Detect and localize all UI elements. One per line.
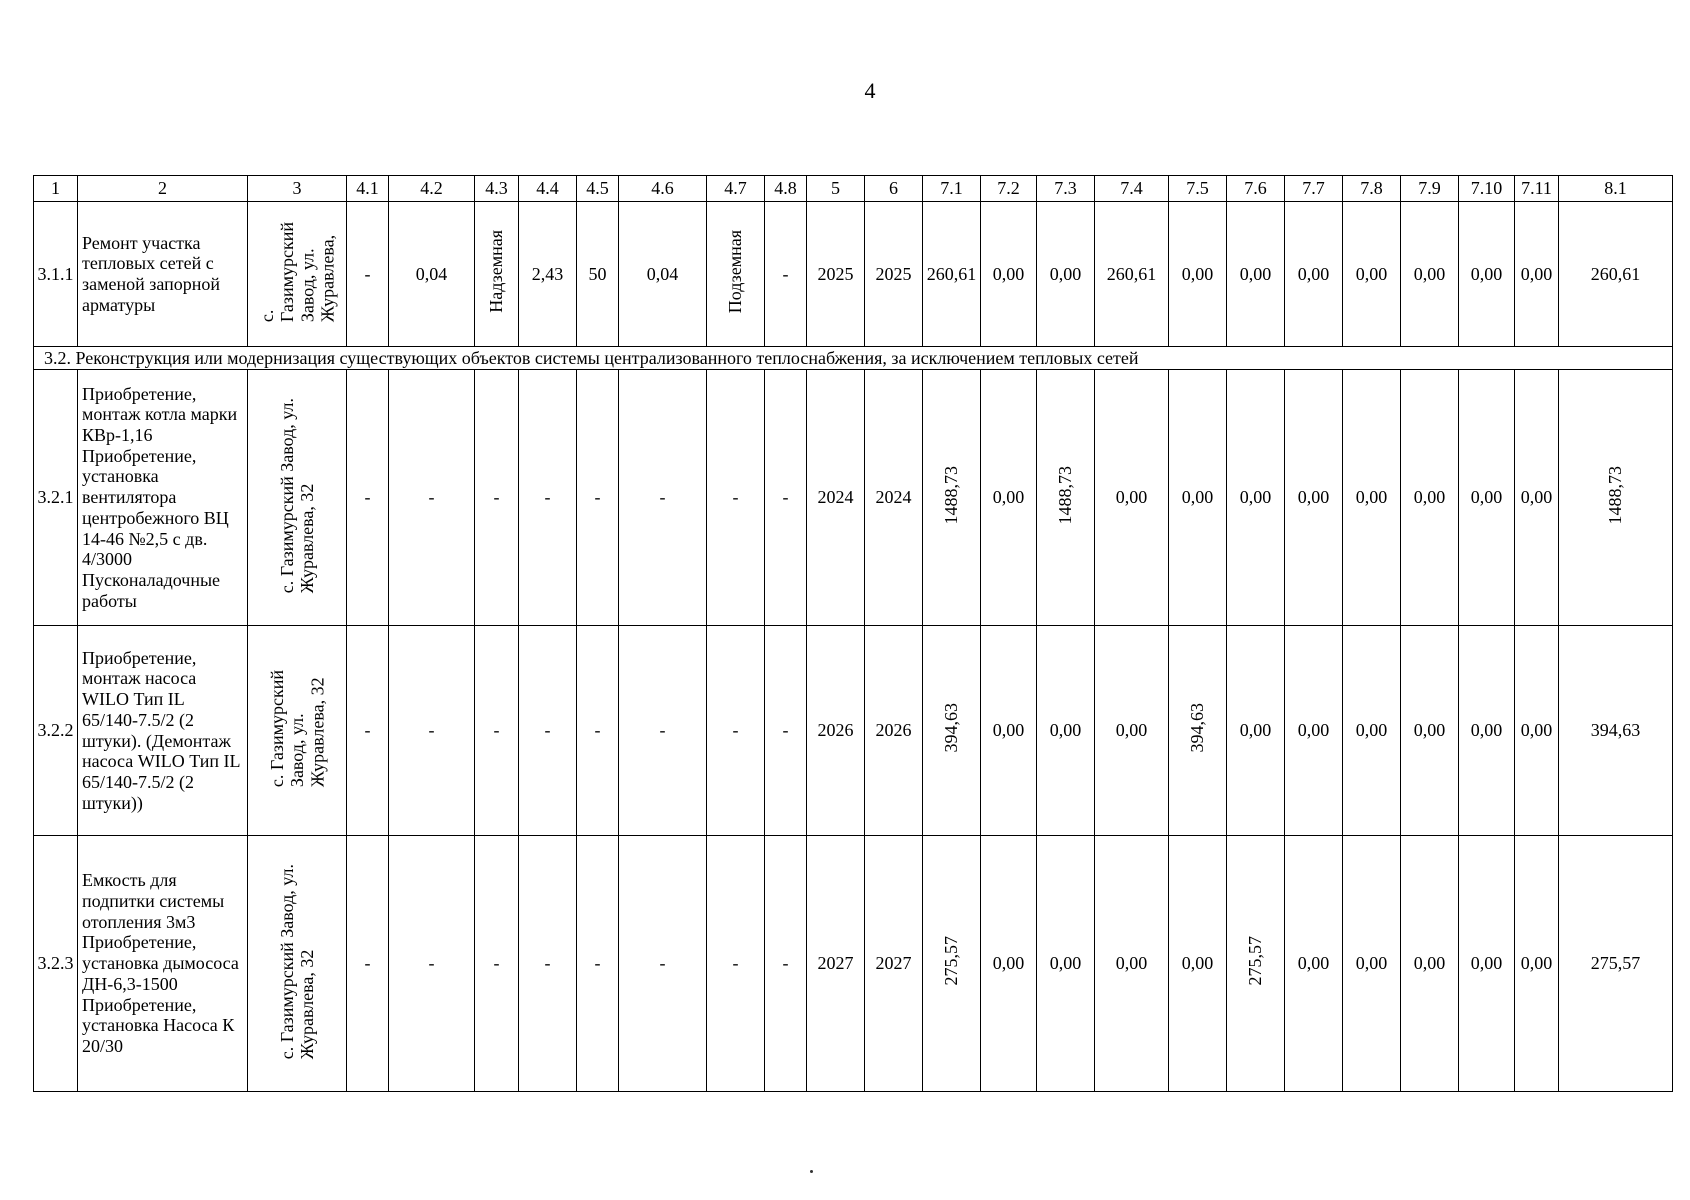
cell-4-5: -: [577, 626, 619, 836]
cell-4-5: 50: [577, 202, 619, 347]
cell-4-4: -: [519, 836, 577, 1092]
cell-5: 2024: [807, 370, 865, 626]
col-header: 7.9: [1401, 176, 1459, 202]
cell-7-9: 0,00: [1401, 202, 1459, 347]
cell-7-3: 0,00: [1037, 626, 1095, 836]
row-number: 3.2.3: [34, 836, 78, 1092]
cell-7-1: 260,61: [923, 202, 981, 347]
cell-4-3: Надземная: [475, 202, 519, 347]
cell-4-3: -: [475, 836, 519, 1092]
row-address: с. Газимурский Завод, ул. Журавлева, 32: [248, 370, 347, 626]
row-number: 3.2.2: [34, 626, 78, 836]
cell-5: 2027: [807, 836, 865, 1092]
cell-7-7: 0,00: [1285, 202, 1343, 347]
cell-7-7: 0,00: [1285, 836, 1343, 1092]
col-header: 4.3: [475, 176, 519, 202]
cell-7-2: 0,00: [981, 626, 1037, 836]
cell-4-7: Подземная: [707, 202, 765, 347]
col-header: 4.7: [707, 176, 765, 202]
col-header: 4.1: [347, 176, 389, 202]
row-address: с. Газимурский Завод, ул. Журавлева, 32: [248, 626, 347, 836]
cell-7-1: 275,57: [923, 836, 981, 1092]
cell-7-11: 0,00: [1515, 370, 1559, 626]
col-header: 8.1: [1559, 176, 1673, 202]
cell-7-4: 260,61: [1095, 202, 1169, 347]
cell-4-2: -: [389, 626, 475, 836]
col-header: 4.6: [619, 176, 707, 202]
cell-6: 2026: [865, 626, 923, 836]
col-header: 7.10: [1459, 176, 1515, 202]
cell-7-8: 0,00: [1343, 836, 1401, 1092]
cell-4-7: -: [707, 626, 765, 836]
cell-7-8: 0,00: [1343, 626, 1401, 836]
row-description: Приобретение, монтаж насоса WILO Тип IL 65/140-7.5/2 (2 штуки). (Демонтаж насоса WILO Тип IL 65/140-7.5/2 (2 штуки)): [78, 626, 248, 836]
cell-4-6: 0,04: [619, 202, 707, 347]
row-description: Приобретение, монтаж котла марки КВр-1,16 Приобретение, установка вентилятора центробежного ВЦ 14-46 №2,5 с дв. 4/3000 Пусконаладочные работы: [78, 370, 248, 626]
cell-4-4: -: [519, 626, 577, 836]
cell-7-6: 0,00: [1227, 370, 1285, 626]
cell-5: 2025: [807, 202, 865, 347]
table-row: [34, 202, 1673, 347]
cell-7-11: 0,00: [1515, 836, 1559, 1092]
cell-7-4: 0,00: [1095, 370, 1169, 626]
cell-4-1: -: [347, 370, 389, 626]
row-address: с. Газимурский Завод, ул. Журавлева,: [248, 202, 347, 347]
cell-7-7: 0,00: [1285, 370, 1343, 626]
col-header: 4.2: [389, 176, 475, 202]
section-row: [34, 347, 1673, 370]
cell-7-4: 0,00: [1095, 836, 1169, 1092]
cell-4-6: -: [619, 626, 707, 836]
cell-4-2: -: [389, 836, 475, 1092]
cell-4-7: -: [707, 836, 765, 1092]
cell-7-8: 0,00: [1343, 370, 1401, 626]
cell-7-5: 0,00: [1169, 370, 1227, 626]
cell-4-4: 2,43: [519, 202, 577, 347]
col-header: 7.1: [923, 176, 981, 202]
cell-7-5: 0,00: [1169, 836, 1227, 1092]
cell-7-10: 0,00: [1459, 370, 1515, 626]
cell-7-10: 0,00: [1459, 626, 1515, 836]
cell-4-6: -: [619, 836, 707, 1092]
row-number: 3.1.1: [34, 202, 78, 347]
section-title: 3.2. Реконструкция или модернизация существующих объектов системы централизованного теплоснабжения, за исключением тепловых сетей: [34, 347, 1673, 370]
cell-4-3: -: [475, 370, 519, 626]
cell-4-8: -: [765, 370, 807, 626]
col-header: 2: [78, 176, 248, 202]
table-row: [34, 626, 1673, 836]
cell-4-4: -: [519, 370, 577, 626]
cell-8-1: 1488,73: [1559, 370, 1673, 626]
cell-7-3: 1488,73: [1037, 370, 1095, 626]
col-header: 4.5: [577, 176, 619, 202]
cell-4-8: -: [765, 836, 807, 1092]
cell-8-1: 394,63: [1559, 626, 1673, 836]
cell-7-10: 0,00: [1459, 202, 1515, 347]
col-header: 3: [248, 176, 347, 202]
row-address: с. Газимурский Завод, ул. Журавлева, 32: [248, 836, 347, 1092]
cell-6: 2024: [865, 370, 923, 626]
col-header: 7.4: [1095, 176, 1169, 202]
cell-7-10: 0,00: [1459, 836, 1515, 1092]
cell-7-6: 0,00: [1227, 202, 1285, 347]
table-row: [34, 836, 1673, 1092]
cell-4-1: -: [347, 626, 389, 836]
cell-7-1: 1488,73: [923, 370, 981, 626]
investment-program-table: [33, 175, 1673, 1092]
cell-7-3: 0,00: [1037, 836, 1095, 1092]
col-header: 7.2: [981, 176, 1037, 202]
cell-4-3: -: [475, 626, 519, 836]
cell-7-5: 394,63: [1169, 626, 1227, 836]
cell-7-11: 0,00: [1515, 202, 1559, 347]
cell-4-1: -: [347, 836, 389, 1092]
cell-8-1: 260,61: [1559, 202, 1673, 347]
col-header: 4.8: [765, 176, 807, 202]
row-number: 3.2.1: [34, 370, 78, 626]
col-header: 7.6: [1227, 176, 1285, 202]
header-row: [34, 176, 1673, 202]
cell-4-6: -: [619, 370, 707, 626]
col-header: 7.7: [1285, 176, 1343, 202]
cell-6: 2027: [865, 836, 923, 1092]
cell-7-2: 0,00: [981, 202, 1037, 347]
cell-6: 2025: [865, 202, 923, 347]
col-header: 7.11: [1515, 176, 1559, 202]
col-header: 5: [807, 176, 865, 202]
cell-7-5: 0,00: [1169, 202, 1227, 347]
cell-7-6: 275,57: [1227, 836, 1285, 1092]
cell-7-2: 0,00: [981, 370, 1037, 626]
scan-speck: [810, 1170, 813, 1173]
col-header: 7.8: [1343, 176, 1401, 202]
cell-7-9: 0,00: [1401, 370, 1459, 626]
cell-4-1: -: [347, 202, 389, 347]
cell-4-2: -: [389, 370, 475, 626]
page-number: 4: [864, 78, 876, 103]
cell-4-8: -: [765, 202, 807, 347]
cell-8-1: 275,57: [1559, 836, 1673, 1092]
cell-7-9: 0,00: [1401, 836, 1459, 1092]
cell-4-8: -: [765, 626, 807, 836]
cell-7-7: 0,00: [1285, 626, 1343, 836]
cell-7-8: 0,00: [1343, 202, 1401, 347]
row-description: Емкость для подпитки системы отопления 3м3 Приобретение, установка дымососа ДН-6,3-1500 Приобретение, установка Насоса К 20/30: [78, 836, 248, 1092]
col-header: 7.3: [1037, 176, 1095, 202]
col-header: 1: [34, 176, 78, 202]
cell-7-2: 0,00: [981, 836, 1037, 1092]
col-header: 6: [865, 176, 923, 202]
cell-7-11: 0,00: [1515, 626, 1559, 836]
table-row: [34, 370, 1673, 626]
cell-5: 2026: [807, 626, 865, 836]
cell-7-6: 0,00: [1227, 626, 1285, 836]
col-header: 4.4: [519, 176, 577, 202]
cell-7-1: 394,63: [923, 626, 981, 836]
cell-4-5: -: [577, 836, 619, 1092]
cell-4-5: -: [577, 370, 619, 626]
cell-4-2: 0,04: [389, 202, 475, 347]
cell-7-3: 0,00: [1037, 202, 1095, 347]
cell-4-7: -: [707, 370, 765, 626]
cell-7-4: 0,00: [1095, 626, 1169, 836]
col-header: 7.5: [1169, 176, 1227, 202]
row-description: Ремонт участка тепловых сетей с заменой запорной арматуры: [78, 202, 248, 347]
cell-7-9: 0,00: [1401, 626, 1459, 836]
